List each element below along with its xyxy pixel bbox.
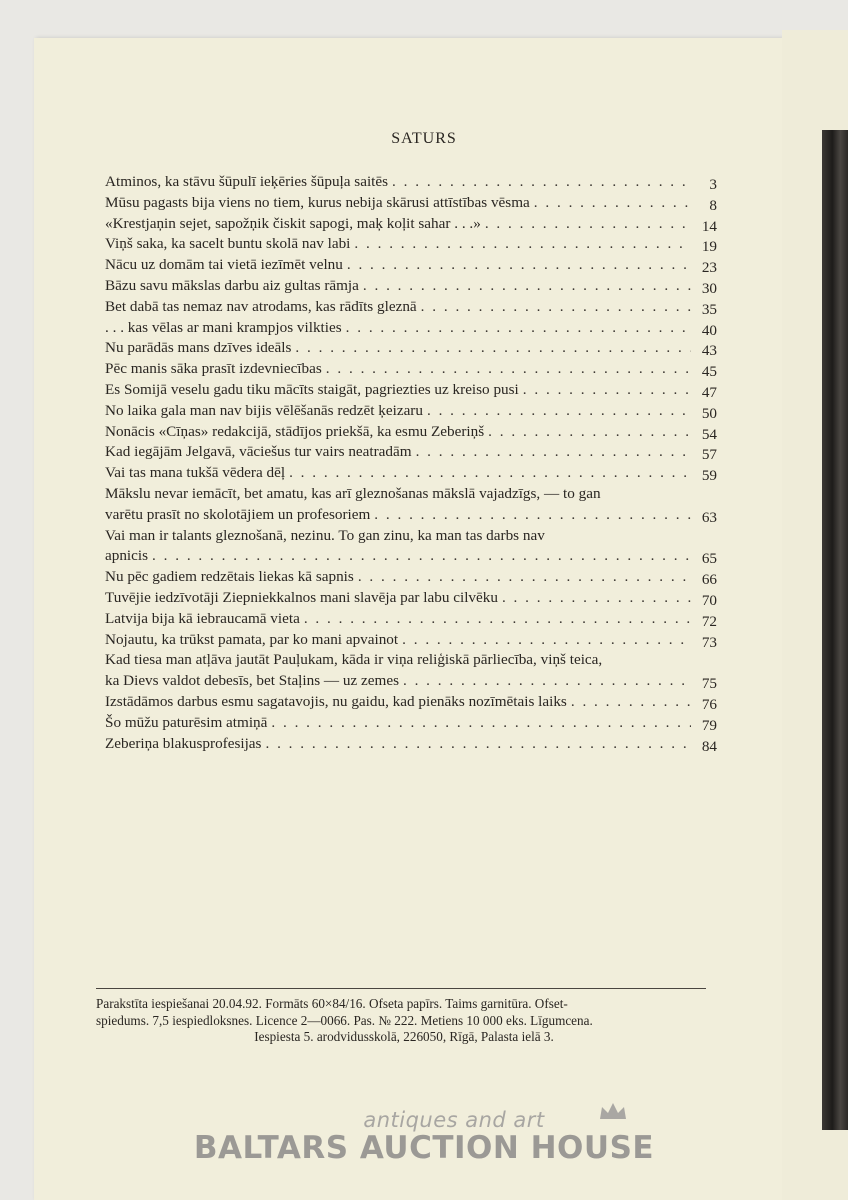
toc-leader-dots — [484, 422, 691, 443]
toc-leader-dots — [285, 463, 691, 484]
toc-entry-title: varētu prasīt no skolotājiem un profesoriem — [105, 505, 371, 523]
toc-entry-title: Mūsu pagasts bija viens no tiem, kurus nebija skārusi attīstības vēsma — [105, 193, 530, 211]
toc-leader-dots — [498, 588, 691, 609]
toc-entry — [105, 255, 717, 276]
toc-entry-title: Bāzu savu mākslas darbu aiz gultas rāmja — [105, 276, 359, 294]
page-title: SATURS — [391, 130, 457, 147]
toc-entry — [105, 422, 717, 443]
watermark-tagline: antiques and art — [363, 1108, 545, 1132]
toc-entry-title: Šo mūžu paturēsim atmiņā — [105, 713, 268, 731]
toc-page-number: 35 — [701, 300, 717, 318]
toc-entry-title: Latvija bija kā iebraucamā vieta — [105, 609, 300, 627]
toc-leader-dots — [412, 442, 691, 463]
toc-entry — [105, 297, 717, 318]
toc-entry-title: Tuvējie iedzīvotāji Ziepniekkalnos mani slavēja par labu cilvēku — [105, 588, 498, 606]
toc-entry — [105, 214, 717, 235]
divider — [96, 988, 706, 989]
toc-entry — [105, 609, 717, 630]
toc-page-number: 50 — [701, 404, 717, 422]
toc-leader-dots — [354, 567, 691, 588]
toc-entry-title: No laika gala man nav bijis vēlēšanās redzēt ķeizaru — [105, 401, 423, 419]
toc-page-number: 73 — [701, 633, 717, 651]
toc-leader-dots — [567, 692, 691, 713]
toc-entry — [105, 401, 717, 422]
toc-entry — [105, 567, 717, 588]
toc-entry-title: Pēc manis sāka prasīt izdevniecības — [105, 360, 322, 378]
toc-entry-title: Nonācis «Cīņas» redakcijā, stādījos priekšā, ka esmu Zeberiņš — [105, 422, 485, 440]
table-of-contents — [105, 172, 717, 754]
toc-entry — [105, 650, 717, 692]
imprint-line: spiedums. 7,5 iespiedloksnes. Licence 2—0066. Pas. № 222. Metiens 10 000 eks. Līgumcena. — [96, 1012, 593, 1028]
toc-entry-title: ka Dievs valdot debesīs, bet Staļins — uz zemes — [105, 672, 399, 690]
toc-entry — [105, 526, 717, 568]
toc-leader-dots — [399, 671, 691, 692]
toc-page-number: 19 — [701, 238, 717, 256]
toc-page-number: 47 — [701, 383, 717, 401]
toc-leader-dots — [398, 630, 691, 651]
toc-page-number: 76 — [701, 695, 717, 713]
toc-entry-title: Atminos, ka stāvu šūpulī ieķēries šūpuļa saitēs — [105, 173, 389, 190]
toc-entry-title: Zeberiņa blakusprofesijas — [105, 734, 262, 752]
toc-page-number: 72 — [701, 612, 717, 630]
toc-leader-dots — [322, 359, 691, 380]
toc-entry — [105, 172, 717, 193]
toc-entry-title: Nācu uz domām tai vietā iezīmēt velnu — [105, 256, 343, 274]
toc-entry — [105, 193, 717, 214]
toc-leader-dots — [300, 609, 691, 630]
toc-leader-dots — [350, 234, 691, 255]
toc-entry — [105, 692, 717, 713]
toc-entry — [105, 234, 717, 255]
toc-entry — [105, 318, 717, 339]
toc-entry — [105, 276, 717, 297]
toc-leader-dots — [417, 297, 691, 318]
toc-leader-dots — [370, 505, 691, 526]
toc-entry-title: Viņš saka, ka sacelt buntu skolā nav labi — [105, 235, 351, 253]
toc-entry-title: Nu parādās mans dzīves ideāls — [105, 339, 292, 357]
toc-entry — [105, 630, 717, 651]
toc-leader-dots — [291, 338, 691, 359]
toc-leader-dots — [423, 401, 691, 422]
toc-entry — [105, 338, 717, 359]
toc-leader-dots — [261, 734, 691, 755]
toc-entry-title: Mākslu nevar iemācīt, bet amatu, kas arī gleznošanas mākslā vajadzīgs, — to gan — [105, 484, 601, 502]
toc-page-number: 23 — [701, 259, 717, 277]
toc-entry — [105, 734, 717, 755]
toc-leader-dots — [342, 318, 691, 339]
toc-page-number: 45 — [701, 363, 717, 381]
toc-page-number: 79 — [701, 716, 717, 734]
toc-page-number: 66 — [701, 571, 717, 589]
toc-page-number: 8 — [709, 196, 717, 214]
toc-page-number: 30 — [701, 279, 717, 297]
toc-page-number: 40 — [701, 321, 717, 339]
toc-page-number: 54 — [701, 425, 717, 443]
toc-leader-dots — [519, 380, 691, 401]
toc-page-number: 65 — [701, 550, 717, 568]
toc-page-number: 3 — [709, 176, 717, 193]
toc-page-number: 57 — [701, 446, 717, 464]
toc-entry-title: Nu pēc gadiem redzētais liekas kā sapnis — [105, 568, 354, 586]
imprint-line: Parakstīta iespiešanai 20.04.92. Formāts 60×84/16. Ofseta papīrs. Taims garnitūra. Ofset- — [96, 996, 568, 1011]
toc-leader-dots — [148, 546, 691, 567]
watermark — [0, 1108, 848, 1168]
toc-leader-dots — [267, 713, 691, 734]
toc-entry — [105, 463, 717, 484]
toc-entry — [105, 484, 717, 526]
toc-page-number: 75 — [701, 675, 717, 693]
imprint-line: Iespiesta 5. arodvidusskolā, 226050, Rīgā, Palasta ielā 3. — [254, 1029, 554, 1044]
toc-entry-title: Vai tas mana tukšā vēdera dēļ — [105, 464, 286, 482]
toc-entry-title: «Krestjaņin sejet, sapožņik čiskit sapogi, maķ koļit sahar . . .» — [105, 214, 481, 232]
toc-entry-title: Nojautu, ka trūkst pamata, par ko mani apvainot — [105, 630, 399, 648]
toc-entry-title: Kad tiesa man atļāva jautāt Pauļukam, kāda ir viņa reliģiskā pārliecība, viņš teica, — [105, 651, 603, 669]
toc-leader-dots — [359, 276, 691, 297]
toc-entry-title: Vai man ir talants gleznošanā, nezinu. To gan zinu, ka man tas darbs nav — [105, 526, 545, 544]
toc-page-number: 84 — [701, 737, 717, 755]
toc-entry-title: Izstādāmos darbus esmu sagatavojis, nu gaidu, kad pienāks nozīmētais laiks — [105, 692, 567, 710]
toc-page-number: 14 — [701, 217, 717, 235]
toc-entry — [105, 380, 717, 401]
imprint — [96, 996, 712, 1046]
toc-leader-dots — [481, 214, 691, 235]
toc-page-number: 43 — [701, 342, 717, 360]
toc-entry — [105, 359, 717, 380]
toc-leader-dots — [530, 193, 691, 214]
toc-leader-dots — [388, 172, 691, 193]
toc-entry-title: apnicis — [105, 547, 149, 565]
facing-page-photo — [822, 130, 848, 1130]
toc-entry-title: Kad iegājām Jelgavā, vāciešus tur vairs neatradām — [105, 443, 412, 461]
toc-entry-title: Es Somijā veselu gadu tiku mācīts staigāt, pagriezties uz kreiso pusi — [105, 380, 519, 398]
toc-page-number: 70 — [701, 591, 717, 609]
toc-leader-dots — [343, 255, 691, 276]
toc-entry-title: . . . kas vēlas ar mani krampjos vilkties — [105, 318, 342, 336]
toc-entry-title: Bet dabā tas nemaz nav atrodams, kas rādīts gleznā — [105, 297, 417, 315]
watermark-logo: BALTARS AUCTION HOUSE — [193, 1130, 655, 1166]
toc-page-number: 63 — [701, 508, 717, 526]
toc-entry — [105, 588, 717, 609]
toc-entry — [105, 713, 717, 734]
toc-page-number: 59 — [701, 467, 717, 485]
toc-entry — [105, 442, 717, 463]
